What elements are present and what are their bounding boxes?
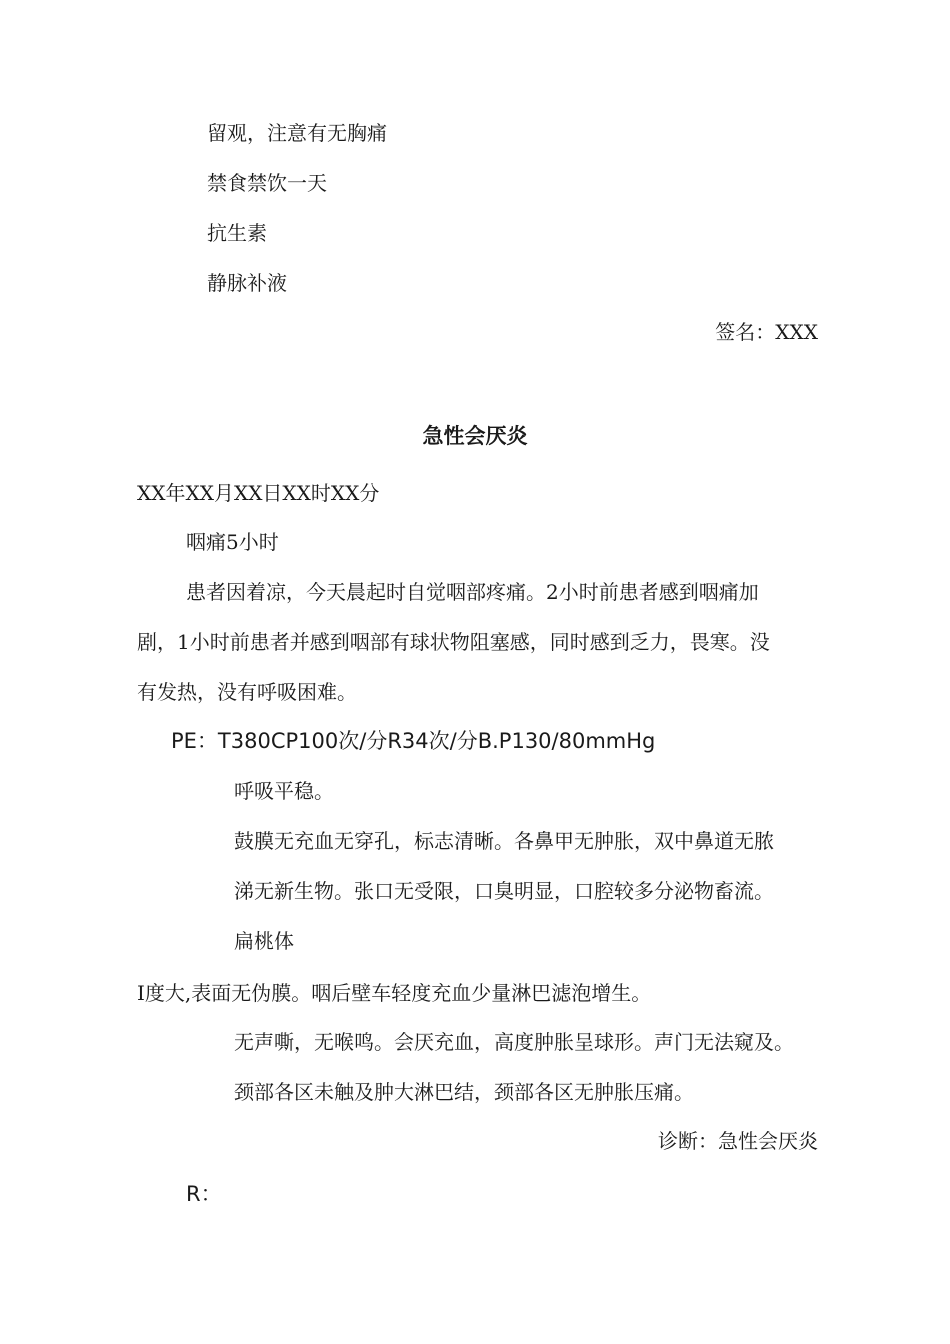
order-item: 禁食禁饮一天 <box>207 171 327 195</box>
record-datetime: XX年XX月XX日XX时XX分 <box>137 481 380 505</box>
exam-line: 扁桃体 <box>234 929 294 953</box>
exam-line: 鼓膜无充血无穿孔，标志清晰。各鼻甲无肿胀，双中鼻道无脓 <box>234 829 774 853</box>
exam-line: 无声嘶，无喉鸣。会厌充血，高度肿胀呈球形。声门无法窥及。 <box>234 1030 794 1054</box>
prescription-label: R： <box>186 1182 222 1206</box>
record-title: 急性会厌炎 <box>422 424 528 448</box>
signature: 签名：XXX <box>715 320 818 344</box>
physical-exam-vitals: PE：T380CP100次/分R34次/分B.P130/80mmHg <box>171 729 656 753</box>
chief-complaint: 咽痛5小时 <box>186 530 279 554</box>
order-item: 静脉补液 <box>207 271 287 295</box>
exam-line: 呼吸平稳。 <box>234 779 334 803</box>
exam-line: 涕无新生物。张口无受限，口臭明显，口腔较多分泌物畜流。 <box>234 879 774 903</box>
exam-line: 颈部各区未触及肿大淋巴结，颈部各区无肿胀压痛。 <box>234 1080 694 1104</box>
history-line: 有发热，没有呼吸困难。 <box>137 680 357 704</box>
order-item: 抗生素 <box>207 221 267 245</box>
history-line: 患者因着凉，今天晨起时自觉咽部疼痛。2小时前患者感到咽痛加 <box>186 580 759 604</box>
order-item: 留观，注意有无胸痛 <box>207 121 387 145</box>
tonsil-line: I度大,表面无伪膜。咽后壁车轻度充血少量淋巴滤泡增生。 <box>137 981 652 1005</box>
diagnosis: 诊断：急性会厌炎 <box>658 1129 818 1153</box>
history-line: 剧，1小时前患者并感到咽部有球状物阻塞感，同时感到乏力，畏寒。没 <box>137 630 770 654</box>
